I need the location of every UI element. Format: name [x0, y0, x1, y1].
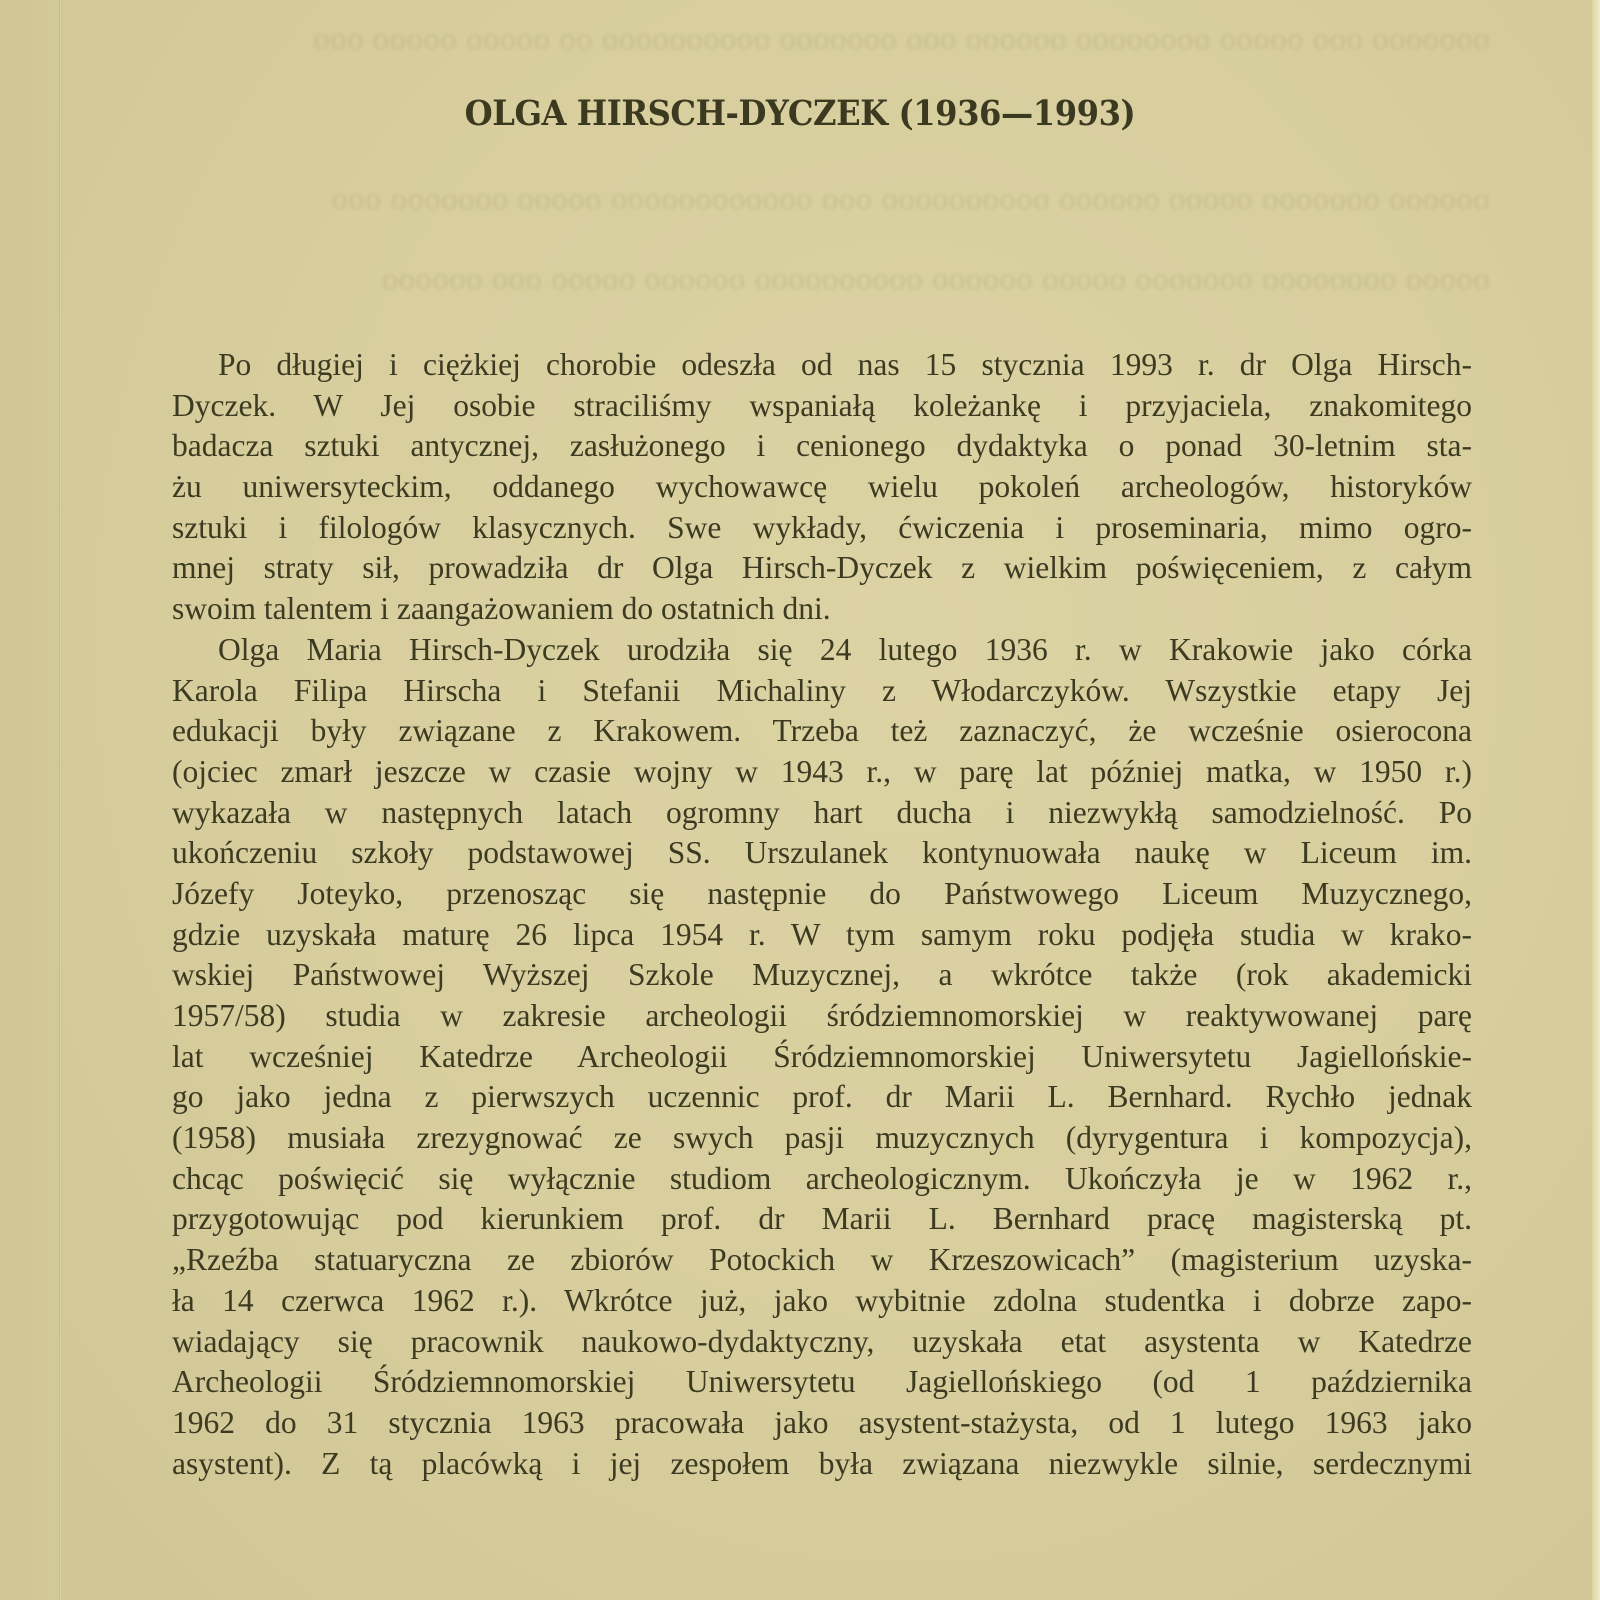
- text-line: chcąc poświęcić się wyłącznie studiom archeologicznym. Ukończyła je w 1962 r.,: [172, 1160, 1472, 1196]
- text-line: lat wcześniej Katedrze Archeologii Śródziemnomorskiej Uniwersytetu Jagiellońskie-: [172, 1038, 1472, 1074]
- text-line: wiadający się pracownik naukowo-dydaktyczny, uzyskała etat asystenta w Katedrze: [172, 1323, 1472, 1359]
- show-through-text: oooooo ooooooo ooooo oooooo oooooooooo ooo oooooooooooo ooooo ooooooo ooo: [331, 183, 1490, 216]
- article-body: [172, 345, 1472, 1484]
- text-line: 1957/58) studia w zakresie archeologii śródziemnomorskiej w reaktywowanej parę: [172, 998, 1472, 1033]
- text-line: swoim talentem i zaangażowaniem do ostatnich dni.: [172, 591, 831, 627]
- paragraph-2: [172, 630, 1472, 1484]
- text-line: Olga Maria Hirsch-Dyczek urodziła się 24 lutego 1936 r. w Krakowie jako córka: [218, 631, 1472, 667]
- facing-page-edge: [0, 0, 60, 1600]
- text-line: żu uniwersyteckim, oddanego wychowawcę wielu pokoleń archeologów, historyków: [172, 469, 1472, 505]
- text-line: ła 14 czerwca 1962 r.). Wkrótce już, jako wybitnie zdolna studentka i dobrze zapo-: [172, 1282, 1472, 1318]
- text-line: asystent). Z tą placówką i jej zespołem była związana niezwykle silnie, serdecznymi: [172, 1445, 1472, 1481]
- text-line: go jako jedna z pierwszych uczennic prof. dr Marii L. Bernhard. Rychło jednak: [172, 1079, 1472, 1115]
- text-line: Józefy Joteyko, przenosząc się następnie do Państwowego Liceum Muzycznego,: [172, 875, 1472, 911]
- text-line: gdzie uzyskała maturę 26 lipca 1954 r. W tym samym roku podjęła studia w krako-: [172, 916, 1472, 952]
- show-through-text: ooooo oooooooo ooooooo ooooo oooooo oooooooooo oooooo ooooo ooo oooooo: [381, 263, 1490, 296]
- text-line: Karola Filipa Hirscha i Stefanii Michaliny z Włodarczyków. Wszystkie etapy Jej: [172, 672, 1472, 708]
- text-line: wykazała w następnych latach ogromny hart ducha i niezwykłą samodzielność. Po: [172, 794, 1472, 830]
- text-line: sztuki i filologów klasycznych. Swe wykłady, ćwiczenia i proseminaria, mimo ogro-: [172, 509, 1472, 545]
- page-right-edge: [1592, 0, 1600, 1600]
- text-line: badacza sztuki antycznej, zasłużonego i cenionego dydaktyka o ponad 30-letnim sta-: [172, 428, 1472, 464]
- text-line: „Rzeźba statuaryczna ze zbiorów Potockich w Krzeszowicach” (magisterium uzyska-: [172, 1242, 1472, 1278]
- page-title: OLGA HIRSCH-DYCZEK (1936—1993): [464, 93, 1136, 135]
- text-line: Po długiej i ciężkiej chorobie odeszła od nas 15 stycznia 1993 r. dr Olga Hirsch-: [218, 347, 1472, 382]
- show-through-text: ooooooo ooo ooooo oooooooo oooooo ooo ooooooo oooooooooo oo ooooo ooooo ooo: [313, 23, 1490, 56]
- text-line: Dyczek. W Jej osobie straciliśmy wspaniałą koleżankę i przyjaciela, znakomitego: [172, 387, 1472, 423]
- text-line: 1962 do 31 stycznia 1963 pracowała jako asystent-stażysta, od 1 lutego 1963 jako: [172, 1404, 1472, 1440]
- text-line: (1958) musiała zrezygnować ze swych pasji muzycznych (dyrygentura i kompozycja),: [172, 1120, 1472, 1156]
- text-line: Archeologii Śródziemnomorskiej Uniwersytetu Jagiellońskiego (od 1 października: [172, 1364, 1472, 1400]
- text-line: wskiej Państwowej Wyższej Szkole Muzycznej, a wkrótce także (rok akademicki: [172, 957, 1472, 993]
- text-line: (ojciec zmarł jeszcze w czasie wojny w 1943 r., w parę lat później matka, w 1950 r.): [172, 753, 1472, 789]
- text-line: przygotowując pod kierunkiem prof. dr Marii L. Bernhard pracę magisterską pt.: [172, 1201, 1472, 1237]
- text-line: ukończeniu szkoły podstawowej SS. Urszulanek kontynuowała naukę w Liceum im.: [172, 835, 1472, 871]
- paragraph-1: [172, 345, 1472, 630]
- text-line: edukacji były związane z Krakowem. Trzeba też zaznaczyć, że wcześnie osierocona: [172, 713, 1472, 749]
- text-line: mnej straty sił, prowadziła dr Olga Hirsch-Dyczek z wielkim poświęceniem, z całym: [172, 550, 1472, 586]
